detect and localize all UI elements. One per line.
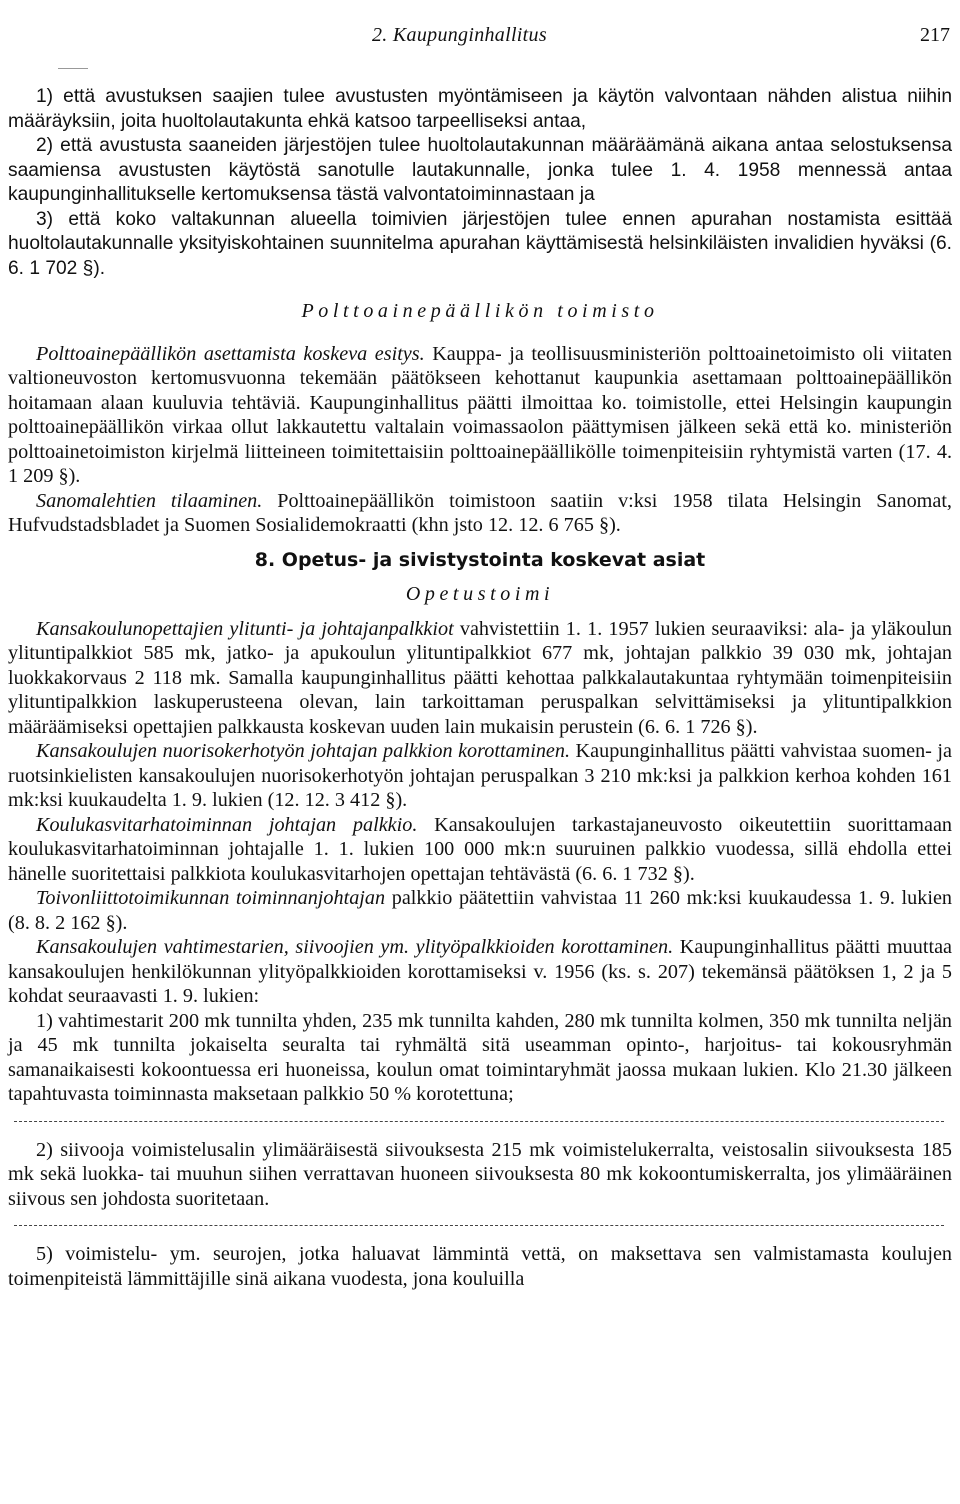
- paragraph-condition-3: 3) että koko valtakunnan alueella toimivien järjestöjen tulee ennen apurahan nostamista esittää huoltolautakunnalle yksityiskohtainen suunnitelma apurahan käyttämisestä helsinkiläisten invalidien hyväksi (6. 6. 1 702 §).: [8, 208, 952, 279]
- header-mark: [58, 68, 88, 69]
- item-lead: Kansakoulujen nuorisokerhotyön johtajan palkkion korottaminen.: [36, 740, 571, 762]
- running-header: [8, 24, 952, 54]
- page-body: [8, 85, 952, 1291]
- item-lead: Kansakoulujen vahtimestarien, siivoojien ym. ylityöpalkkioiden korottaminen.: [36, 936, 674, 958]
- point-5: 5) voimistelu- ym. seurojen, jotka haluavat lämmintä vettä, on maksettava sen valmistamasta koulujen toimenpiteistä lämmittäjille sinä aikana vuodesta, jona kouluilla: [8, 1243, 952, 1290]
- point-2: 2) siivooja voimistelusalin ylimääräisestä siivouksesta 215 mk voimistelukerralta, veistosalin siivouksesta 185 mk sekä luokka- tai muuhun siihen verrattavan huoneen siivouksesta 80 mk kokoontumiskerralta, jos ylimääräinen siivous sen johdosta suoritetaan.: [8, 1138, 952, 1210]
- running-title: 2. Kaupunginhallitus: [372, 24, 547, 46]
- omission-divider: [14, 1121, 944, 1122]
- item-paragraph: [8, 813, 952, 887]
- item-paragraph: [8, 886, 952, 935]
- item-lead: Polttoainepäällikön asettamista koskeva esitys.: [36, 342, 425, 365]
- item-text: Kaupunginhallitus päätti muuttaa kansakoulujen henkilökunnan ylityöpalkkioiden korottamiseksi v. 1956 (ks. s. 207) tekemänsä päätöksen 1, 2 ja 5 kohdat seuraavasti 1. 9. lukien:: [8, 936, 952, 1007]
- omission-divider: [14, 1225, 944, 1226]
- item-text: Polttoainepäällikön toimistoon saatiin v:ksi 1958 tilata Helsingin Sanomat, Hufvudstadsbladet ja Suomen Sosialidemokraatti (khn jsto 12. 12. 6 765 §).: [8, 489, 952, 536]
- subsection-heading: Opetustoimi: [405, 583, 555, 605]
- item-paragraph: [8, 342, 952, 489]
- item-lead: Koulukasvitarhatoiminnan johtajan palkkio.: [36, 813, 418, 836]
- item-paragraph: [8, 935, 952, 1009]
- item-text: Kauppa- ja teollisuusministeriön polttoainetoimisto oli viitaten valtioneuvoston kertomusvuonna tekemään päätökseen kehottanut kaupunkia asettamaan polttoainepäällikön hoitamaan alaan kuuluvia tehtäviä. Kaupunginhallitus päätti ilmoittaa ko. toimistolle, ettei Helsingin kaupungin polttoainepäällikön virkaa ollut lakkautettu valtalain voimassaolon päättymisen jälkeen sekä että ko. ministeriön polttoainetoimiston kirjelmä liitteineen toimitettaisiin polttoainepäällikölle toimenpiteisiin ryhtymistä varten (17. 4. 1 209 §).: [8, 342, 953, 487]
- point-1: 1) vahtimestarit 200 mk tunnilta yhden, 235 mk tunnilta kahden, 280 mk tunnilta kolmen, 350 mk tunnilta neljän ja 45 mk tunnilta jokaiselta seuralta tai ryhmältä sitä useamman opinto-, harjoitus- tai kokousryhmän samanaikaisesti kokoontuessa eri huoneissa, koulun omat toimintaryhmät jaossa mukaan lukien. Klo 21.30 jälkeen tapahtuvasta toiminnasta maksetaan palkkio 50 % korotettuna;: [8, 1009, 952, 1105]
- item-paragraph: [8, 739, 952, 813]
- item-paragraph: [8, 617, 952, 740]
- item-text: Kaupunginhallitus päätti vahvistaa suomen- ja ruotsinkielisten kansakoulujen nuorisokerhotyön johtajan peruspalkan 3 210 mk:ksi ja palkkion kerhoa kohden 161 mk:ksi kuukaudelta 1. 9. lukien (12. 12. 3 412 §).: [8, 740, 952, 811]
- item-text: Kansakoulujen tarkastajaneuvosto oikeutettiin suorittamaan koulukasvitarhatoiminnan johtajalle 1. 1. lukien 100 000 mk:n suuruinen palkkio vuodessa, sillä ehdolla ettei hänelle suoritettaisi palkkiota koulukasvitarhojen opettajan tehtävästä (6. 6. 1 732 §).: [8, 813, 952, 885]
- item-lead: Kansakoulunopettajien ylitunti- ja johtajanpalkkiot: [36, 617, 454, 640]
- item-lead: Sanomalehtien tilaaminen.: [36, 489, 263, 512]
- item-text: vahvistettiin 1. 1. 1957 lukien seuraaviksi: ala- ja yläkoulun ylituntipalkkiot 585 mk, jatko- ja apukoulun ylituntipalkkiot 677 mk, johtajan palkkio 39 030 mk, johtajan luokkakorvaus 2 118 mk. Samalla kaupunginhallitus päätti kehottaa palkkalautakuntaa ryhtymään toimenpiteisiin ylituntipalkkion laskuperusteena olevan, lain tarkoittaman peruspalkan selvittämiseksi ja ylituntipalkkion määräämiseksi opettajien palkkausta koskevan uuden lain mukaisin perustein (6. 6. 1 726 §).: [8, 617, 952, 738]
- item-lead: Toivonliittotoimikunnan toiminnanjohtajan: [36, 887, 386, 909]
- section-heading: Polttoainepäällikön toimisto: [301, 300, 659, 322]
- item-text: palkkio päätettiin vahvistaa 11 260 mk:ksi kuukaudessa 1. 9. lukien (8. 8. 2 162 §).: [8, 887, 952, 934]
- page-number: 217: [920, 24, 950, 46]
- item-paragraph: [8, 489, 952, 538]
- paragraph-condition-1: 1) että avustuksen saajien tulee avustusten myöntämiseen ja käytön valvontaan nähden alistua niihin määräyksiin, joita huoltolautakunta ehkä katsoo tarpeelliseksi antaa,: [8, 86, 952, 132]
- chapter-title: 8. Opetus- ja sivistystointa koskevat asiat: [254, 548, 706, 571]
- paragraph-condition-2: 2) että avustusta saaneiden järjestöjen tulee huoltolautakunnan määräämänä aikana antaa selostuksensa saamiensa avustusten käytöstä sanotulle lautakunnalle, jonka tulee 1. 4. 1958 mennessä antaa kaupunginhallitukselle kertomuksensa tästä valvontatoiminnastaan ja: [8, 135, 952, 205]
